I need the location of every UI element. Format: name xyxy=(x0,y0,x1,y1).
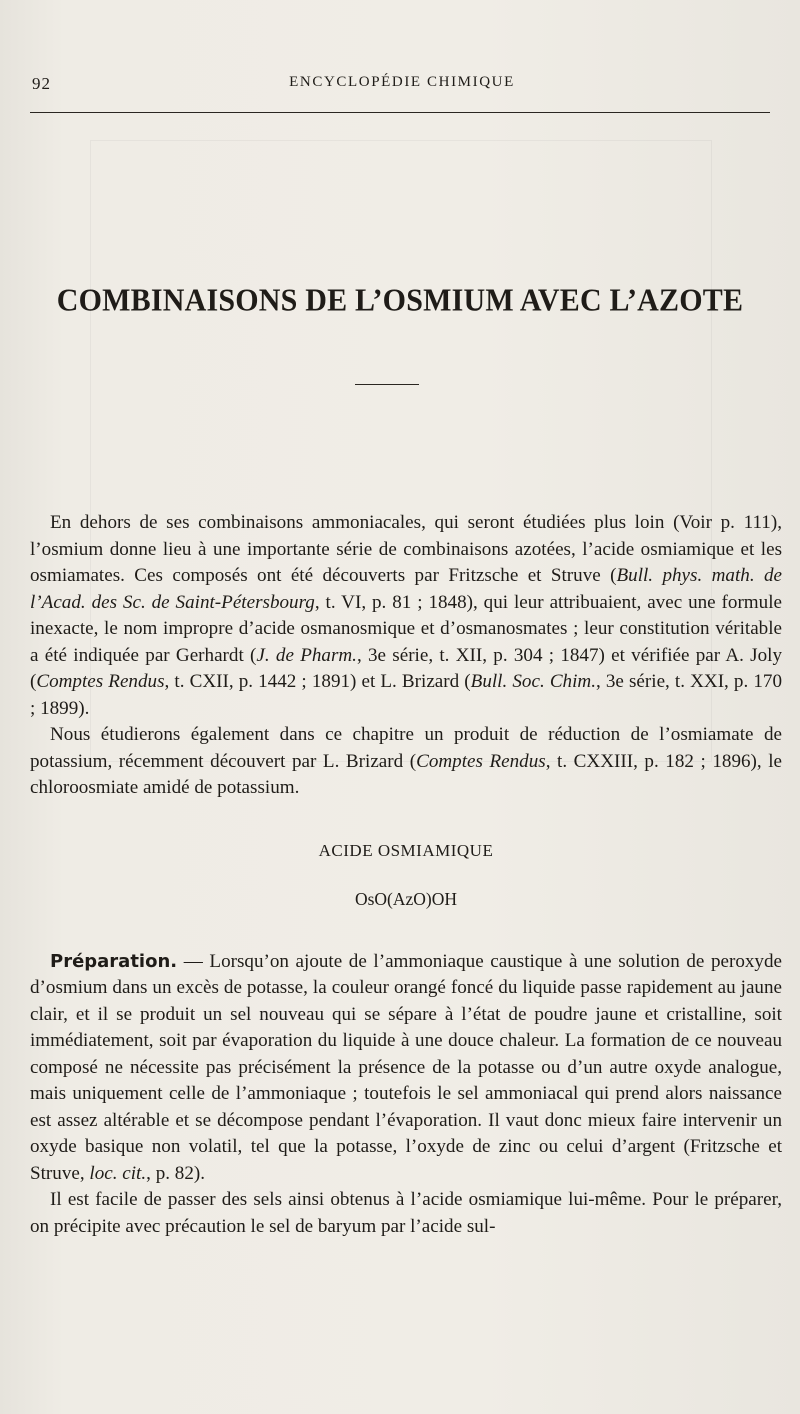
page-number: 92 xyxy=(32,74,51,93)
citation-ref: loc. cit. xyxy=(89,1162,147,1184)
title-rule xyxy=(355,384,419,385)
citation-journal: Comptes Rendus xyxy=(416,750,546,772)
text-run: , 3e série, t. XXI, p. 170 ; 1899). xyxy=(30,671,782,719)
text-run: , t. VI, p. 81 ; 1848), qui leur attribuaient, avec une formule inexacte, le nom impropre d’acide osmanosmique et d’osmanosmates ; leur constitution véritable a été indiquée par Gerhardt ( xyxy=(30,591,782,666)
text-run: — Lorsqu’on ajoute de l’ammoniaque caustique à une solution de peroxyde d’osmium dans un excès de potasse, la couleur orangé foncé du liquide passe rapidement au jaune clair, et il se produit un sel nouveau qui se sépare à l’état de poudre jaune et cristalline, soit immédiatement, soit par évaporation du liquide à une douce chaleur. La formation de ce nouveau composé ne nécessite pas précisément la présence de la potasse ou d’un autre oxyde analogue, mais uniquement celle de l’ammoniaque ; toutefois le sel ammoniacal qui prend alors naissance est assez altérable et se décompose pendant l’évaporation. Il vaut donc mieux faire intervenir un oxyde basique non volatil, tel que la potasse, l’oxyde de zinc ou celui d’argent (Fritzsche et Struve, xyxy=(30,950,782,1184)
text-run: , t. CXII, p. 1442 ; 1891) et L. Brizard ( xyxy=(164,671,471,692)
chapter-title: COMBINAISONS DE L’OSMIUM AVEC L’AZOTE xyxy=(56,283,744,318)
intro-paragraph-1 xyxy=(30,510,782,722)
last-paragraph: Il est facile de passer des sels ainsi obtenus à l’acide osmiamique lui-même. Pour le préparer, on précipite avec précaution le sel de baryum par l’acide sul- xyxy=(30,1189,782,1237)
intro-paragraph-2 xyxy=(30,722,782,802)
preparation-label: Préparation. xyxy=(50,950,178,972)
text-run: Nous étudierons également dans ce chapitre un produit de réduction de l’osmiamate de potassium, récemment découvert par L. Brizard ( xyxy=(30,724,782,772)
text-run: , t. CXXIII, p. 182 ; 1896), le chloroosmiate amidé de potassium. xyxy=(30,750,783,798)
text-run: En dehors de ses combinaisons ammoniacales, qui seront étudiées plus loin (Voir p. 111), l’osmium donne lieu à une importante série de combinaisons azotées, l’acide osmiamique et les osmiamates. Ces composés ont été découverts par Fritzsche et Struve ( xyxy=(30,512,782,586)
citation-journal: Bull. Soc. Chim. xyxy=(470,671,596,692)
section-heading: ACIDE OSMIAMIQUE xyxy=(318,840,494,860)
preparation-paragraph xyxy=(30,949,782,1188)
citation-journal: J. de Pharm. xyxy=(256,644,357,666)
running-title: ENCYCLOPÉDIE CHIMIQUE xyxy=(289,74,515,90)
running-head xyxy=(32,74,772,100)
citation-journal: Comptes Rendus xyxy=(36,671,165,692)
citation-journal: Bull. phys. math. de l’Acad. des Sc. de Saint-Pétersbourg xyxy=(30,565,783,613)
text-run: , p. 82). xyxy=(146,1162,206,1184)
chemical-formula: OsO(AzO)OH xyxy=(354,889,458,909)
text-run: , 3e série, t. XII, p. 304 ; 1847) et vérifiée par A. Joly ( xyxy=(30,644,782,692)
header-rule xyxy=(30,112,770,113)
body-text xyxy=(30,510,782,1240)
